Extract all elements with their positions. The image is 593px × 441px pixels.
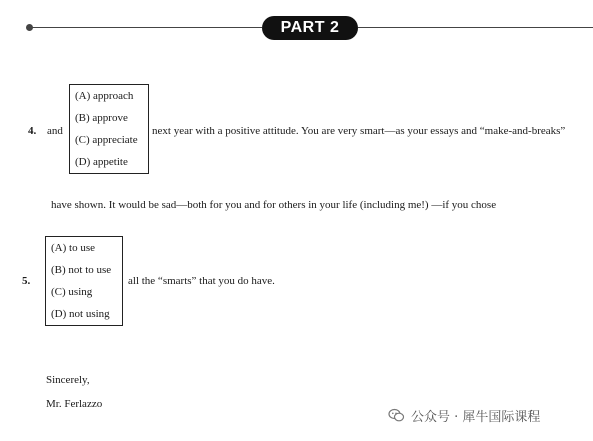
question-5-after-text: all the “smarts” that you do have. [128,275,275,287]
question-4-choice-a[interactable]: (A) approach [75,90,134,102]
question-4-choice-d[interactable]: (D) appetite [75,156,128,168]
question-5-choice-b[interactable]: (B) not to use [51,264,112,276]
question-4-lead-text: and [47,125,63,137]
closing-salutation: Sincerely, [46,374,90,386]
question-4-choice-b[interactable]: (B) approve [75,112,128,124]
question-4-choice-box [69,84,149,174]
question-4-choice-c[interactable]: (C) appreciate [75,134,138,146]
header-rule-right [358,27,593,28]
part-badge: PART 2 [262,16,358,40]
closing-name: Mr. Ferlazzo [46,398,103,410]
question-5-choice-d[interactable]: (D) not using [51,308,110,320]
question-5-choice-box [45,236,123,326]
question-5-number: 5. [22,275,31,287]
question-4-after-text: next year with a positive attitude. You are very smart—as your essays and “make-and-breaks” [152,125,566,137]
question-5-choice-c[interactable]: (C) using [51,286,93,298]
wechat-icon [388,407,405,424]
question-5-choice-a[interactable]: (A) to use [51,242,95,254]
question-4-number: 4. [28,125,37,137]
header-rule-left [30,27,262,28]
watermark-text: 公众号 · 犀牛国际课程 [411,410,541,425]
question-4-continuation: have shown. It would be sad—both for you and for others in your life (including me!) —if you chose [51,199,497,211]
watermark [388,406,540,425]
